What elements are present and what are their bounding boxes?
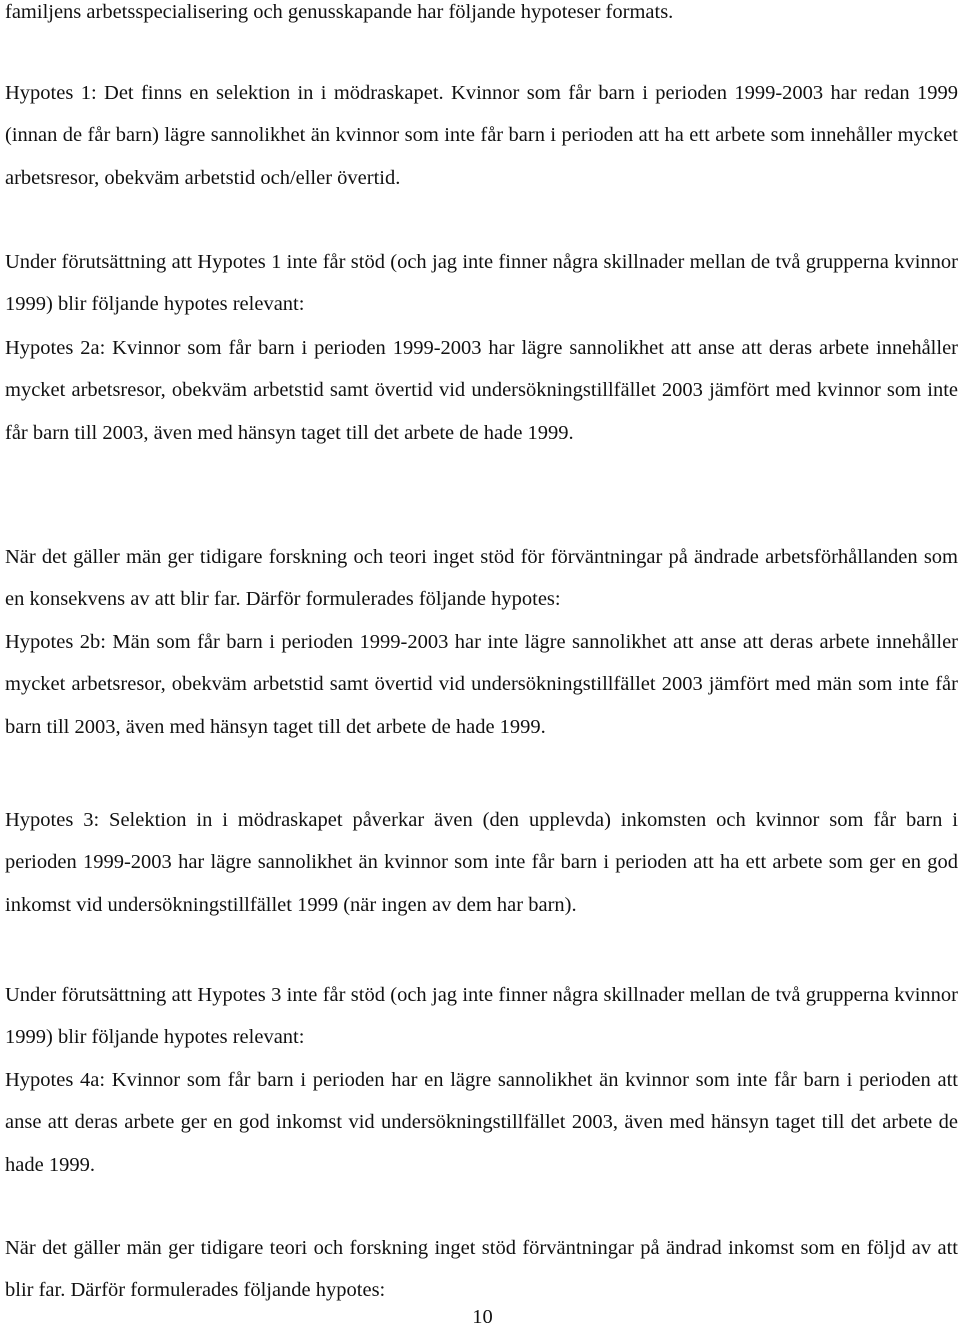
paragraph-men-income: När det gäller män ger tidigare teori och forskning inget stöd förväntningar på ändrad inkomst som en följd av att blir far. Därför formulerades följande hypotes: bbox=[5, 1237, 958, 1302]
paragraph-hypothesis-2b: Hypotes 2b: Män som får barn i perioden 1999-2003 har inte lägre sannolikhet att anse att deras arbete innehåller mycket arbetsresor, obekväm arbetstid samt övertid vid undersökningstillfället 2003 jämfört med män som inte får barn till 2003, även med hänsyn taget till det arbete de hade 1999. bbox=[5, 631, 958, 738]
page-number: 10 bbox=[472, 1306, 493, 1328]
paragraph-condition-hypothesis-1: Under förutsättning att Hypotes 1 inte får stöd (och jag inte finner några skillnader mellan de två grupperna kvinnor 1999) blir följande hypotes relevant: bbox=[5, 251, 958, 316]
paragraph-hypothesis-2a: Hypotes 2a: Kvinnor som får barn i perioden 1999-2003 har lägre sannolikhet att anse att deras arbete innehåller mycket arbetsresor, obekväm arbetstid samt övertid vid undersökningstillfället 2003 jämfört med kvinnor som inte får barn till 2003, även med hänsyn taget till det arbete de hade 1999. bbox=[5, 337, 958, 444]
paragraph-intro-continuation: familjens arbetsspecialisering och genusskapande har följande hypoteser formats. bbox=[5, 1, 674, 23]
paragraph-hypothesis-1: Hypotes 1: Det finns en selektion in i mödraskapet. Kvinnor som får barn i perioden 1999-2003 har redan 1999 (innan de får barn) lägre sannolikhet än kvinnor som inte får barn i perioden att ha ett arbete som innehåller mycket arbetsresor, obekväm arbetstid och/eller övertid. bbox=[5, 82, 958, 189]
paragraph-condition-hypothesis-3: Under förutsättning att Hypotes 3 inte får stöd (och jag inte finner några skillnader mellan de två grupperna kvinnor 1999) blir följande hypotes relevant: bbox=[5, 984, 958, 1049]
document-page bbox=[5, 0, 960, 1331]
paragraph-hypothesis-3: Hypotes 3: Selektion in i mödraskapet påverkar även (den upplevda) inkomsten och kvinnor som får barn i perioden 1999-2003 har lägre sannolikhet än kvinnor som inte får barn i perioden att ha ett arbete som ger en god inkomst vid undersökningstillfället 1999 (när ingen av dem har barn). bbox=[5, 809, 958, 916]
paragraph-men-expectations: När det gäller män ger tidigare forskning och teori inget stöd för förväntningar på ändrade arbetsförhållanden som en konsekvens av att blir far. Därför formulerades följande hypotes: bbox=[5, 546, 958, 611]
paragraph-hypothesis-4a: Hypotes 4a: Kvinnor som får barn i perioden har en lägre sannolikhet än kvinnor som inte får barn i perioden att anse att deras arbete ger en god inkomst vid undersökningstillfället 2003, även med hänsyn taget till det arbete de hade 1999. bbox=[5, 1069, 958, 1176]
